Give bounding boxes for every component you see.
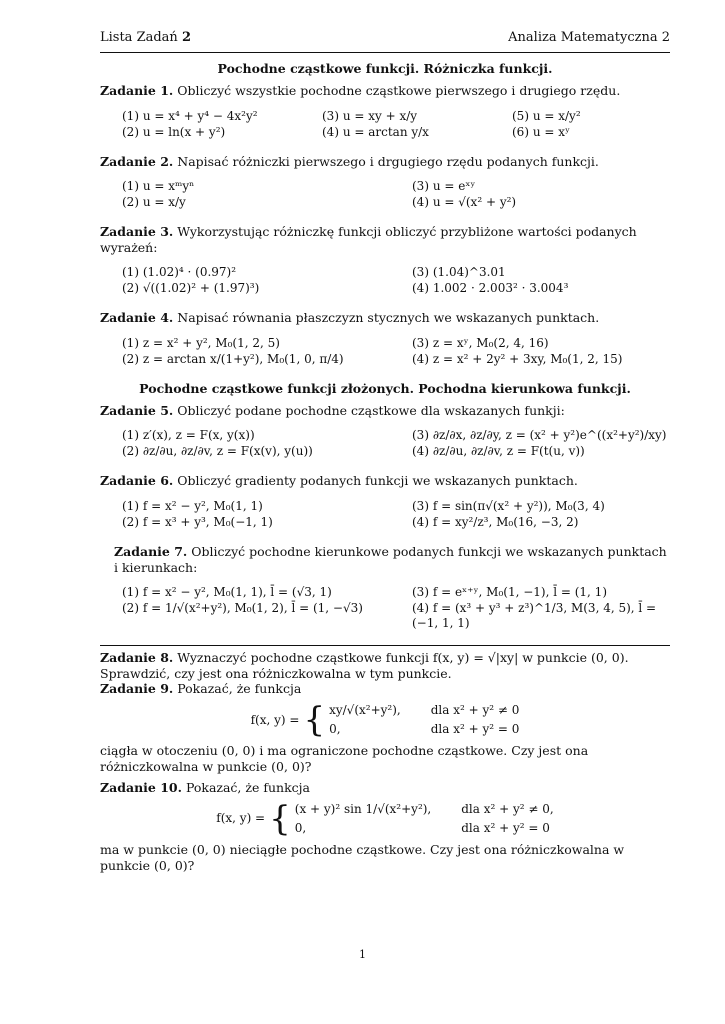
task-9: Zadanie 9. Pokazać, że funkcja <box>100 681 302 697</box>
list-item: (2) u = ln(x + y²) <box>122 124 226 139</box>
list-item: (2) z = arctan x/(1+y²), M₀(1, 0, π/4) <box>122 352 344 366</box>
list-item: (5) u = x/y² <box>512 108 581 123</box>
list-item: (4) 1.002 · 2.003² · 3.004³ <box>412 281 569 296</box>
header-left: Lista Zadań 2 <box>100 30 191 45</box>
case-expression: xy/√(x²+y²), <box>329 703 401 717</box>
list-item: (4) f = (x³ + y³ + z³)^1/3, M(3, 4, 5), l̄ = (−1, 1, 1) <box>412 601 657 631</box>
case-expression: 0, <box>329 722 341 736</box>
case-expression: (x + y)² sin 1/√(x²+y²), <box>294 801 432 816</box>
case-condition: dla x² + y² ≠ 0 <box>430 703 520 717</box>
list-item: (4) z = x² + 2y² + 3xy, M₀(1, 2, 15) <box>412 352 623 366</box>
task-2: Zadanie 2. Napisać różniczki pierwszego i drgugiego rzędu podanych funkcji. <box>100 153 599 169</box>
task-1-items <box>100 109 670 140</box>
list-item: (3) (1.04)^3.01 <box>412 265 506 280</box>
task-3-items <box>100 265 670 296</box>
task-6-items <box>100 499 670 530</box>
list-item: (3) u = eˣʸ <box>412 179 476 194</box>
page-header <box>100 30 670 46</box>
task-2-items <box>100 179 670 210</box>
task-10-formula <box>100 798 670 839</box>
case-condition: dla x² + y² ≠ 0, <box>461 801 554 816</box>
formula-lhs: f(x, y) = <box>216 811 266 826</box>
list-item: (1) f = x² − y², M₀(1, 1) <box>122 498 263 513</box>
page-number: 1 <box>359 948 366 961</box>
list-item: (3) z = xʸ, M₀(2, 4, 16) <box>412 336 549 350</box>
list-item: (1) u = xᵐyⁿ <box>122 179 195 194</box>
section-title-2: Pochodne cząstkowe funkcji złożonych. Pochodna kierunkowa funkcji. <box>139 381 631 396</box>
task-9-formula <box>100 700 670 740</box>
list-item: (3) f = eˣ⁺ʸ, M₀(1, −1), l̄ = (1, 1) <box>412 585 607 600</box>
list-item: (4) ∂z/∂u, ∂z/∂v, z = F(t(u, v)) <box>412 444 585 459</box>
task-1: Zadanie 1. Obliczyć wszystkie pochodne cząstkowe pierwszego i drugiego rzędu. <box>100 82 621 98</box>
list-item: (2) u = x/y <box>122 195 186 210</box>
left-brace-icon: { <box>269 798 291 839</box>
task-7: Zadanie 7. Obliczyć pochodne kierunkowe podanych funkcji we wskazanych punktach i kierunkach: <box>114 543 667 575</box>
list-item: (3) u = xy + x/y <box>322 108 418 123</box>
task-6: Zadanie 6. Obliczyć gradienty podanych funkcji we wskazanych punktach. <box>100 473 578 489</box>
list-item: (2) √((1.02)² + (1.97)³) <box>122 281 260 296</box>
list-item: (1) z′(x), z = F(x, y(x)) <box>122 428 255 443</box>
task-9-text: ciągła w otoczeniu (0, 0) i ma ograniczone pochodne cząstkowe. Czy jest ona różniczkowalna w punkcie (0, 0)? <box>100 743 589 774</box>
header-right: Analiza Matematyczna 2 <box>508 30 670 45</box>
list-item: (4) u = arctan y/x <box>322 124 429 139</box>
list-item: (1) z = x² + y², M₀(1, 2, 5) <box>122 336 280 350</box>
divider <box>100 645 670 646</box>
task-8: Zadanie 8. Wyznaczyć pochodne cząstkowe funkcji f(x, y) = √|xy| w punkcie (0, 0). Sprawdzić, czy jest ona różniczkowalna w tym punkcie. <box>100 650 629 681</box>
list-item: (2) f = 1/√(x²+y²), M₀(1, 2), l̄ = (1, −√3) <box>122 601 363 616</box>
task-10-text: ma w punkcie (0, 0) nieciągłe pochodne cząstkowe. Czy jest ona różniczkowalna w punkcie (0, 0)? <box>100 841 625 873</box>
list-item: (2) ∂z/∂u, ∂z/∂v, z = F(x(v), y(u)) <box>122 444 313 459</box>
list-item: (1) f = x² − y², M₀(1, 1), l̄ = (√3, 1) <box>122 585 332 600</box>
task-10: Zadanie 10. Pokazać, że funkcja <box>100 780 310 796</box>
task-4: Zadanie 4. Napisać równania płaszczyzn stycznych we wskazanych punktach. <box>100 310 600 326</box>
list-item: (3) f = sin(π√(x² + y²)), M₀(3, 4) <box>412 498 605 513</box>
case-expression: 0, <box>294 820 307 835</box>
list-item: (3) ∂z/∂x, ∂z/∂y, z = (x² + y²)e^((x²+y²)/xy) <box>412 428 667 443</box>
header-rule <box>100 52 670 53</box>
case-condition: dla x² + y² = 0 <box>461 820 550 835</box>
list-item: (2) f = x³ + y³, M₀(−1, 1) <box>122 514 273 529</box>
task-5: Zadanie 5. Obliczyć podane pochodne cząstkowe dla wskazanych funkji: <box>100 402 565 418</box>
task-7-items <box>100 585 670 631</box>
task-3: Zadanie 3. Wykorzystując różniczkę funkcji obliczyć przybliżone wartości podanych wyrażeń: <box>100 224 637 255</box>
formula-lhs: f(x, y) = <box>250 712 300 727</box>
document-page <box>100 30 670 873</box>
list-item: (6) u = xʸ <box>512 124 571 139</box>
left-brace-icon: { <box>303 700 326 740</box>
task-5-items <box>100 428 670 459</box>
case-condition: dla x² + y² = 0 <box>430 722 520 736</box>
list-item: (4) u = √(x² + y²) <box>412 195 517 210</box>
list-item: (1) (1.02)⁴ · (0.97)² <box>122 265 237 280</box>
task-4-items <box>100 336 670 367</box>
list-item: (4) f = xy²/z³, M₀(16, −3, 2) <box>412 514 579 529</box>
section-title-1: Pochodne cząstkowe funkcji. Różniczka funkcji. <box>217 61 553 77</box>
list-item: (1) u = x⁴ + y⁴ − 4x²y² <box>122 108 258 123</box>
